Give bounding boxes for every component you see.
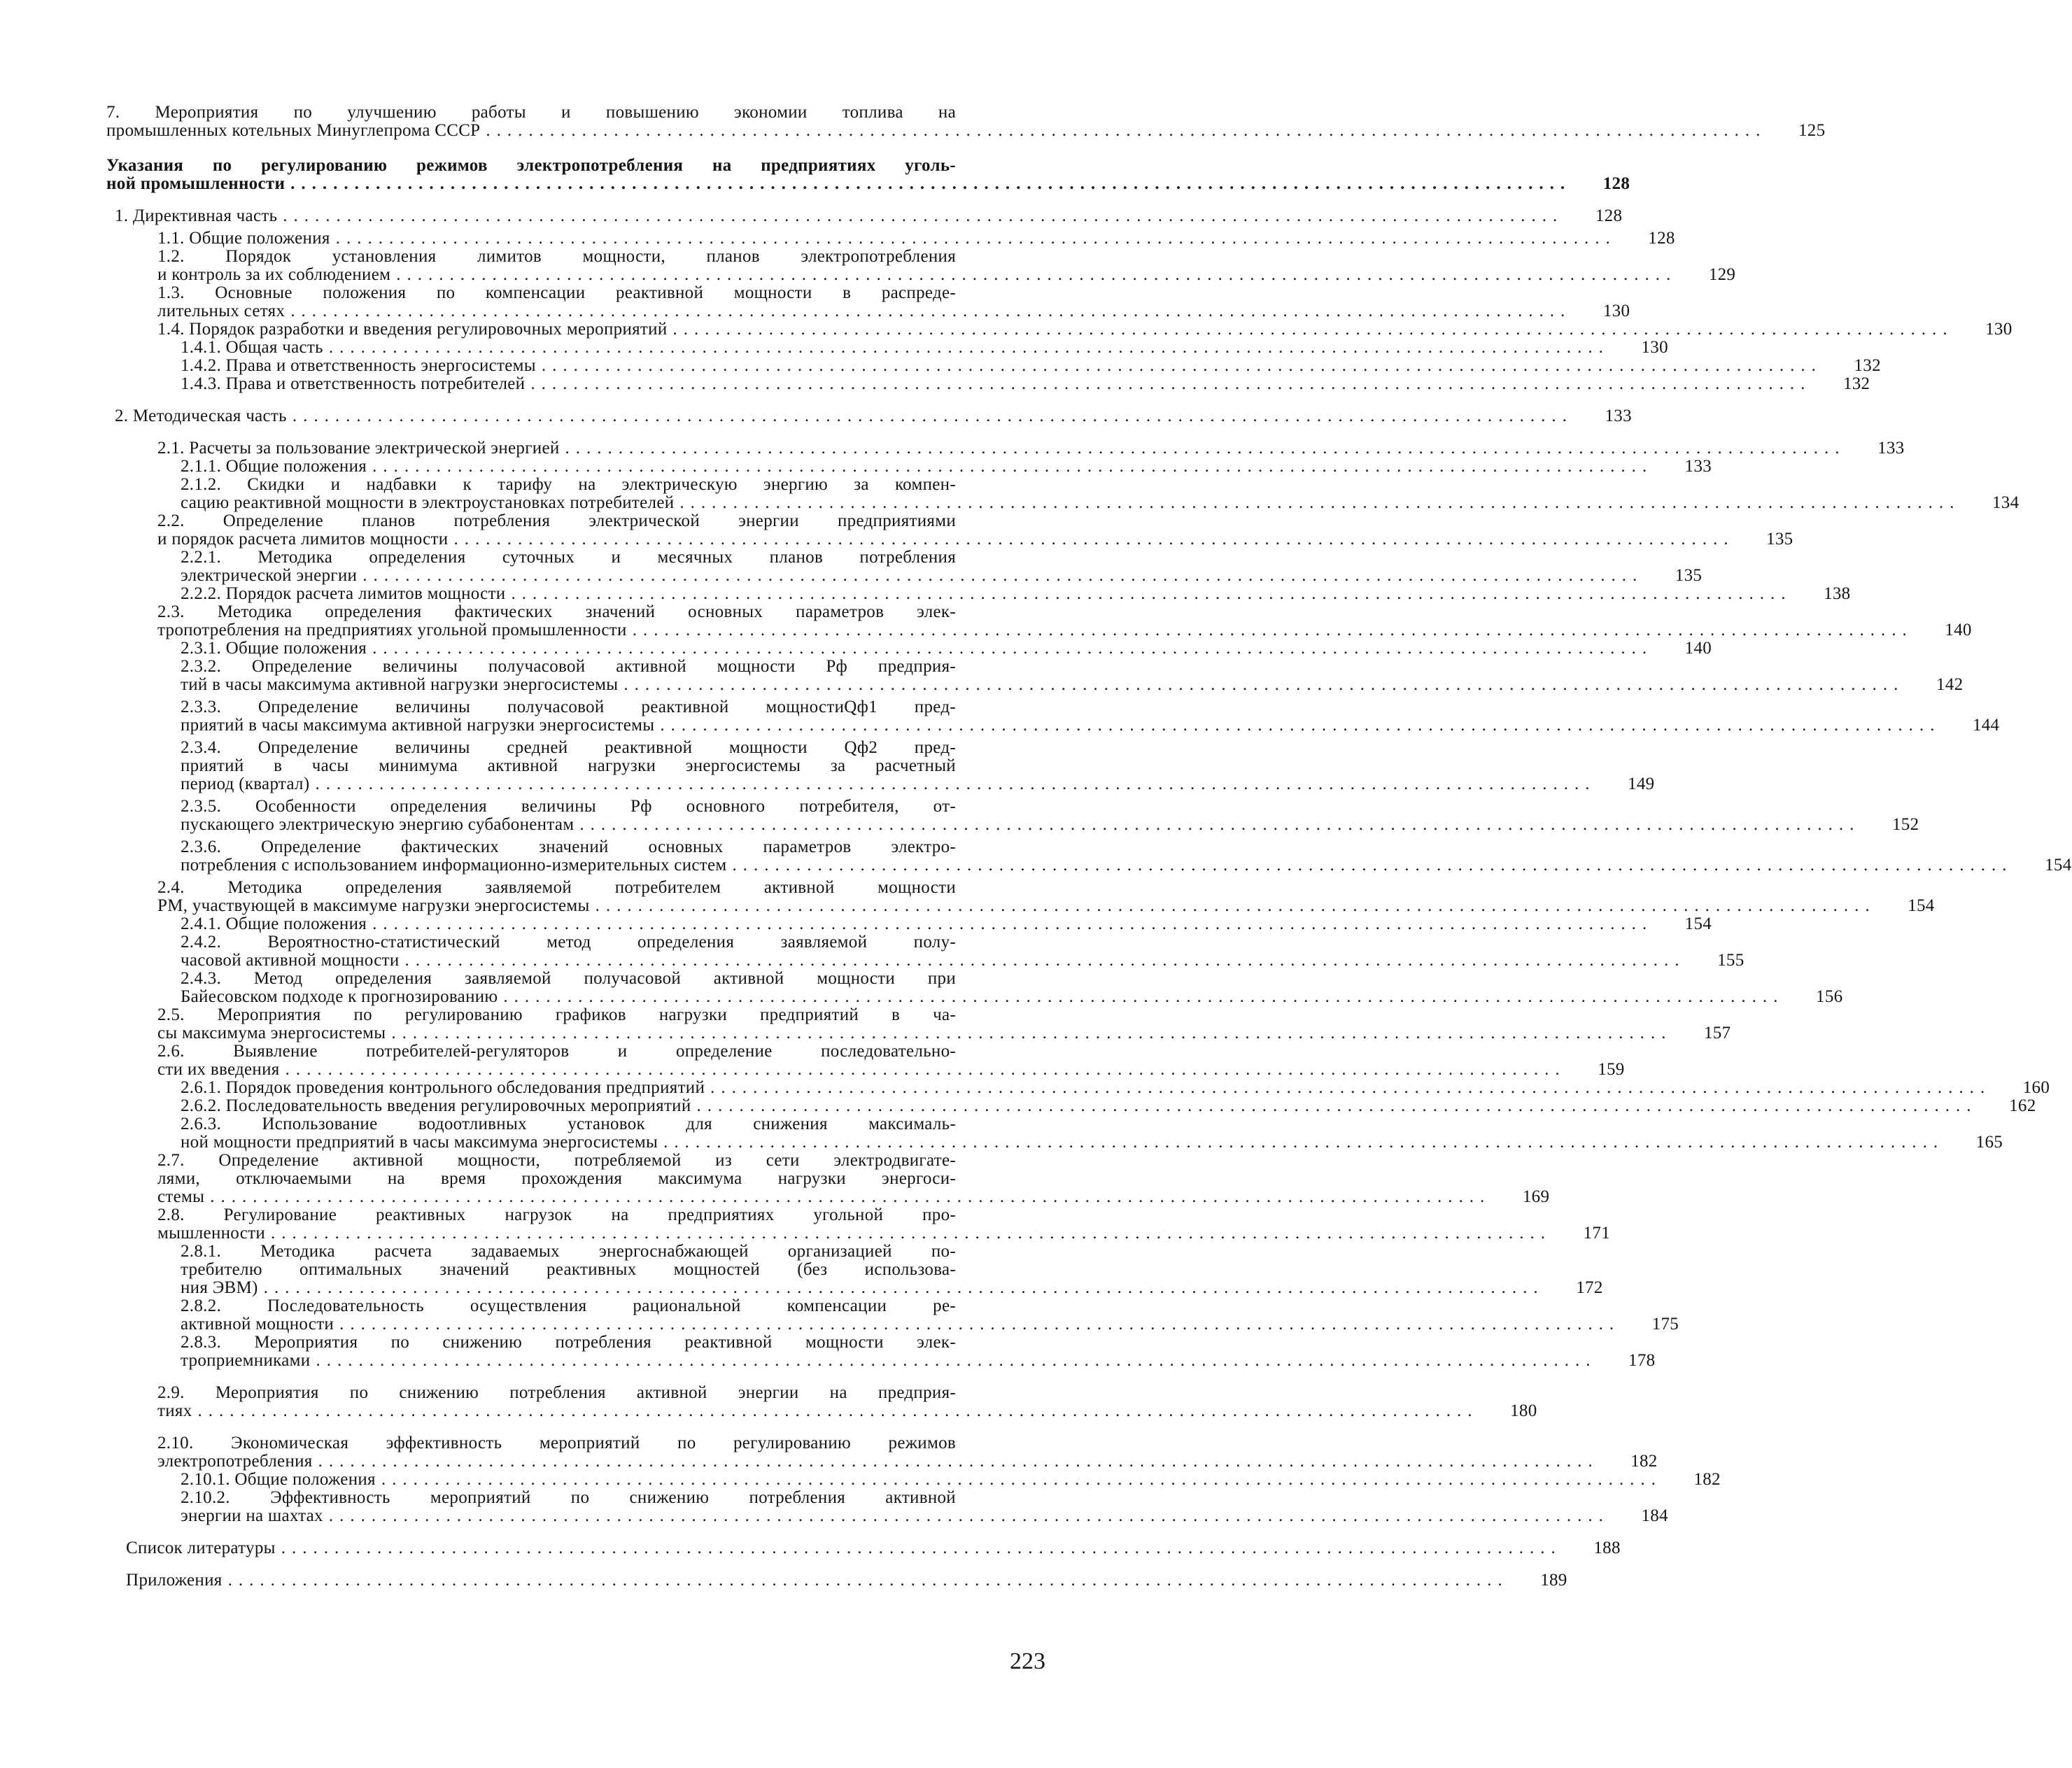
toc-page-number: 155 [1717,951,1745,970]
toc-entry [181,797,1919,834]
toc-page-number: 133 [1877,439,1905,458]
toc-entry [157,511,1793,549]
dot-leader: ........................................................................................................................ [281,1539,1562,1557]
toc-page-number: 133 [1605,406,1632,425]
dot-leader: ........................................................................................................................ [579,815,1861,834]
toc-page-number: 133 [1684,457,1712,476]
toc-entry [181,933,1745,970]
dot-leader: ........................................................................................................................ [197,1401,1479,1420]
spacer [0,1370,1173,1384]
toc-entry-line: 2.3.5. Особенности определения величины Pф основного потребителя, от- [181,797,956,816]
toc-entry [157,878,1935,915]
toc-entry [181,356,1881,375]
toc-entry-line: электропотребления [157,1452,313,1471]
toc-page-number: 128 [1648,229,1675,248]
toc-entry-line: Список литературы [126,1539,276,1557]
toc-entry-line: пускающего электрическую энергию субабонентам [181,815,575,834]
toc-entry-line: приятий в часы максимума активной нагрузки энергосистемы [181,716,655,735]
toc-page-number: 142 [1936,675,1964,694]
toc-page-number: 140 [1684,639,1712,658]
toc-page-number: 140 [1945,621,1972,639]
dot-leader: ........................................................................................................................ [316,1351,1597,1370]
toc-entry-line: 2.3.3. Определение величины получасовой реактивной мощностиQф1 пред- [181,698,956,716]
toc-page-number: 134 [1992,493,2020,512]
dot-leader: ........................................................................................................................ [663,1133,1945,1152]
toc-entry [181,1242,1603,1297]
toc-entry-line: тий в часы максимума активной нагрузки энергосистемы [181,675,619,694]
dot-leader: ........................................................................................................................ [503,987,1784,1006]
toc-entry [115,206,1623,225]
toc-entry [157,283,1630,320]
dot-leader: ........................................................................................................................ [453,530,1735,549]
spacer [0,425,1173,439]
toc-page-number: 128 [1595,206,1623,225]
toc-page-number: 156 [1816,987,1843,1006]
toc-page-number: 160 [2022,1078,2050,1097]
toc-entry [157,1205,1611,1243]
toc-entry-line: 1. Директивная часть [115,206,278,225]
dot-leader: ........................................................................................................................ [372,457,1654,476]
toc-entry [181,837,2072,875]
toc-page-number: 132 [1842,374,1870,393]
toc-entry-line: 2.3.4. Определение величины средней реактивной мощности Qф2 пред- [181,738,956,757]
toc-page-number: 154 [1908,896,1935,915]
toc-entry [181,374,1870,393]
toc-page-number: 180 [1510,1401,1537,1420]
toc-entry-line: 2.4.3. Метод определения заявляемой получасовой активной мощности при [181,969,956,988]
toc-entry-line: 2.10.2. Эффективность мероприятий по снижению потребления активной [181,1488,956,1507]
toc-entry-line: Приложения [126,1571,223,1590]
spacer [0,1557,1173,1571]
toc-entry [181,1296,1679,1334]
toc-entry [181,1115,2003,1152]
toc-page-number: 130 [1985,320,2013,339]
toc-entry-line: 2.6. Выявление потребителей-регуляторов и определение последовательно- [157,1042,956,1061]
dot-leader: ........................................................................................................................ [632,621,1913,639]
toc-entry-line: 2.8.3. Мероприятия по снижению потребления реактивной мощности элек- [181,1333,956,1352]
toc-entry-line: тропотребления на предприятиях угольной промышленности [157,621,627,639]
dot-leader: ........................................................................................................................ [696,1096,1978,1115]
toc-entry-line: PМ, участвующей в максимуме нагрузки энергосистемы [157,896,590,915]
toc-entry [181,1488,1668,1525]
toc-entry-line: 2.6.2. Последовательность введения регулировочных мероприятий [181,1096,691,1115]
toc-entry-line: 2.4.2. Вероятностно-статистический метод определения заявляемой полу- [181,933,956,952]
toc-entry-line: ной мощности предприятий в часы максимума энергосистемы [181,1133,658,1152]
toc-entry-line: тиях [157,1401,192,1420]
toc-entry-line: 2.3. Методика определения фактических значений основных параметров элек- [157,602,956,621]
toc-page-number: 130 [1641,338,1668,357]
toc-page-number: 188 [1593,1539,1621,1557]
toc-entry-line: мышленности [157,1224,266,1243]
toc-entry-line: лями, отключаемыми на время прохождения максимума нагрузки энергоси- [157,1169,956,1188]
toc-page-number: 165 [1975,1133,2003,1152]
toc-entry-line: стемы [157,1187,205,1206]
toc-entry [115,406,1632,425]
dot-leader: ........................................................................................................................ [530,374,1812,393]
toc-page-number: 175 [1651,1315,1679,1334]
toc-entry-line: 7. Мероприятия по улучшению работы и повышению экономии топлива на [106,103,956,122]
toc-page-number: 130 [1602,302,1630,320]
toc-entry [181,475,2020,512]
toc-entry [126,1571,1567,1590]
toc-entry [181,914,1712,933]
toc-entry-line: часовой активной мощности [181,951,400,970]
dot-leader: ........................................................................................................................ [710,1078,1992,1097]
toc-page-number: 149 [1628,775,1655,793]
toc-entry-line: 2.6.1. Порядок проведения контрольного обследования предприятий [181,1078,705,1097]
toc-entry-line: 2.10. Экономическая эффективность мероприятий по регулированию режимов [157,1434,956,1452]
dot-leader: ........................................................................................................................ [391,1024,1672,1042]
toc-entry-line: троприемниками [181,1351,311,1370]
toc-page-number: 135 [1675,566,1703,585]
page-number: 223 [1010,1648,1045,1674]
toc-entry [157,1151,1550,1206]
toc-page-number: 178 [1628,1351,1656,1370]
toc-page-number: 144 [1972,716,2000,735]
toc-entry-line: промышленных котельных Минуглепрома СССР [106,121,481,140]
toc-entry-line: активной мощности [181,1315,334,1334]
spacer [0,193,1173,207]
spacer [0,393,1173,407]
toc-entry-line: сти их введения [157,1060,280,1079]
toc-entry-line: 2.6.3. Использование водоотливных установок для снижения максималь- [181,1115,956,1133]
dot-leader: ........................................................................................................................ [511,584,1792,603]
toc-entry-line: ния ЭВМ) [181,1278,258,1297]
dot-leader: ........................................................................................................................ [362,566,1644,585]
toc-entry-line: энергии на шахтах [181,1506,323,1525]
dot-leader: ........................................................................................................................ [315,775,1596,793]
toc-page-number: 152 [1891,815,1919,834]
toc-page-number: 182 [1630,1452,1658,1471]
dot-leader: ........................................................................................................................ [672,320,1954,339]
toc-entry-line: 1.4.1. Общая часть [181,338,323,357]
dot-leader: ........................................................................................................................ [372,639,1654,658]
toc-page-number: 154 [2045,856,2072,875]
toc-entry-line: 2.9. Мероприятия по снижению потребления активной энергии на предприя- [157,1383,956,1402]
toc-entry-line: электрической энергии [181,566,358,585]
toc-page-number: 132 [1854,356,1881,375]
toc-entry-line: 2.7. Определение активной мощности, потребляемой из сети электродвигате- [157,1151,956,1170]
toc-entry [181,738,1655,793]
dot-leader: ........................................................................................................................ [290,174,1572,193]
dot-leader: ........................................................................................................................ [335,229,1616,248]
toc-page-number: 125 [1798,121,1826,140]
toc-entry-line: 2.5. Мероприятия по регулированию графиков нагрузки предприятий в ча- [157,1005,956,1024]
toc-entry-line: лительных сетях [157,302,286,320]
dot-leader: ........................................................................................................................ [732,856,2013,875]
toc-entry-line: 1.3. Основные положения по компенсации реактивной мощности в распреде- [157,283,956,302]
toc-entry [181,548,1703,585]
toc-entry [181,1096,2036,1115]
dot-leader: ........................................................................................................................ [328,1506,1609,1525]
toc-entry-line: сы максимума энергосистемы [157,1024,386,1042]
toc-page-number: 184 [1641,1506,1668,1525]
toc-entry-line: 1.2. Порядок установления лимитов мощности, планов электропотребления [157,247,956,266]
toc-entry [181,1078,2050,1097]
toc-entry [181,969,1843,1006]
toc-entry [157,1005,1731,1042]
toc-page-number: 159 [1598,1060,1625,1079]
toc-page-number: 135 [1766,530,1793,549]
toc-entry [157,320,2013,339]
toc-entry [106,156,1630,193]
dot-leader: ........................................................................................................................ [396,265,1677,284]
toc-entry [157,247,1736,284]
toc-page-number: 154 [1684,914,1712,933]
toc-entry-line: 2.4. Методика определения заявляемой потребителем активной мощности [157,878,956,897]
toc-entry-line: 2.2.1. Методика определения суточных и месячных планов потребления [181,548,956,567]
toc-page-number: 128 [1602,174,1630,193]
dot-leader: ........................................................................................................................ [285,1060,1566,1079]
toc-entry-line: и контроль за их соблюдением [157,265,391,284]
toc-entry [126,1539,1621,1557]
dot-leader: ........................................................................................................................ [263,1278,1544,1297]
toc-entry [181,1333,1656,1370]
toc-entry-line: 2.4.1. Общие положения [181,914,367,933]
toc-entry-line: и порядок расчета лимитов мощности [157,530,449,549]
toc-entry-line: 1.4.2. Права и ответственность энергосистемы [181,356,536,375]
toc-entry [181,1470,1721,1489]
toc-entry-line: 2.8.1. Методика расчета задаваемых энергоснабжающей организацией по- [181,1242,956,1261]
toc-entry-line: 2.8.2. Последовательность осуществления рациональной компенсации ре- [181,1296,956,1315]
toc-page-number: 129 [1708,265,1736,284]
dot-leader: ........................................................................................................................ [283,206,1564,225]
toc-entry-line: 2.3.2. Определение величины получасовой активной мощности Pф предприя- [181,657,956,676]
dot-leader: ........................................................................................................................ [292,406,1573,425]
toc-entry [181,338,1668,357]
toc-page-number: 162 [2009,1096,2036,1115]
dot-leader: ........................................................................................................................ [210,1187,1491,1206]
toc-entry-line: приятий в часы минимума активной нагрузки энергосистемы за расчетный [181,756,956,775]
toc-entry-line: 1.4. Порядок разработки и введения регулировочных мероприятий [157,320,668,339]
dot-leader: ........................................................................................................................ [271,1224,1552,1243]
toc-entry-line: 2.2. Определение планов потребления электрической энергии предприятиями [157,511,956,530]
spacer [0,140,1173,157]
spacer [0,1525,1173,1539]
toc-entry-line: 2.8. Регулирование реактивных нагрузок на предприятиях угольной про- [157,1205,956,1224]
dot-leader: ........................................................................................................................ [381,1470,1662,1489]
toc-entry-line: 1.4.3. Права и ответственность потребителей [181,374,526,393]
toc-page-number: 138 [1824,584,1851,603]
dot-leader: ........................................................................................................................ [227,1571,1509,1590]
toc-page-number: 171 [1583,1224,1611,1243]
dot-leader: ........................................................................................................................ [679,493,1961,512]
toc-entry [157,1383,1537,1420]
toc-entry [157,1434,1658,1471]
toc-entry [181,657,1964,694]
toc-entry-line: 2.3.6. Определение фактических значений основных параметров электро- [181,837,956,856]
toc-entry [181,584,1851,603]
dot-leader: ........................................................................................................................ [623,675,1905,694]
toc-entry [181,639,1712,658]
toc-page-number: 182 [1693,1470,1721,1489]
toc-entry-line: потребления с использованием информационно-измерительных систем [181,856,727,875]
toc-entry [106,103,1826,140]
toc-page-number: 169 [1522,1187,1550,1206]
dot-leader: ........................................................................................................................ [328,338,1609,357]
toc-entry [157,602,1972,639]
toc-entry [181,698,2000,735]
dot-leader: ........................................................................................................................ [565,439,1846,458]
toc-entry-line: 2.10.1. Общие положения [181,1470,376,1489]
toc-entry-line: сацию реактивной мощности в электроустановках потребителей [181,493,675,512]
toc-entry-line: Байесовском подходе к прогнозированию [181,987,498,1006]
dot-leader: ........................................................................................................................ [290,302,1572,320]
toc-entry-line: требителю оптимальных значений реактивных мощностей (без использова- [181,1260,956,1279]
dot-leader: ........................................................................................................................ [372,914,1654,933]
toc-entry [157,439,1905,458]
toc-entry [181,457,1712,476]
toc-entry-line: 1.1. Общие положения [157,229,330,248]
toc-entry-line: ной промышленности [106,174,286,193]
toc-page-number: 157 [1703,1024,1731,1042]
toc-entry-line: 2.2.2. Порядок расчета лимитов мощности [181,584,506,603]
dot-leader: ........................................................................................................................ [339,1315,1621,1334]
toc-entry-line: 2.1.2. Скидки и надбавки к тарифу на электрическую энергию за компен- [181,475,956,494]
toc-entry-line: период (квартал) [181,775,310,793]
dot-leader: ........................................................................................................................ [660,716,1941,735]
dot-leader: ........................................................................................................................ [486,121,1767,140]
toc-entry-line: 2. Методическая часть [115,406,287,425]
dot-leader: ........................................................................................................................ [404,951,1686,970]
toc-entry-line: Указания по регулированию режимов электропотребления на предприятиях уголь- [106,156,956,175]
spacer [0,1420,1173,1434]
table-of-contents [0,103,2072,1590]
dot-leader: ........................................................................................................................ [318,1452,1599,1471]
toc-page-number: 189 [1540,1571,1567,1590]
toc-entry [157,1042,1625,1079]
toc-entry [157,229,1675,248]
toc-entry-line: 2.3.1. Общие положения [181,639,367,658]
dot-leader: ........................................................................................................................ [541,356,1822,375]
toc-entry-line: 2.1. Расчеты за пользование электрической энергией [157,439,560,458]
toc-page-number: 172 [1576,1278,1603,1297]
dot-leader: ........................................................................................................................ [595,896,1876,915]
toc-entry-line: 2.1.1. Общие положения [181,457,367,476]
